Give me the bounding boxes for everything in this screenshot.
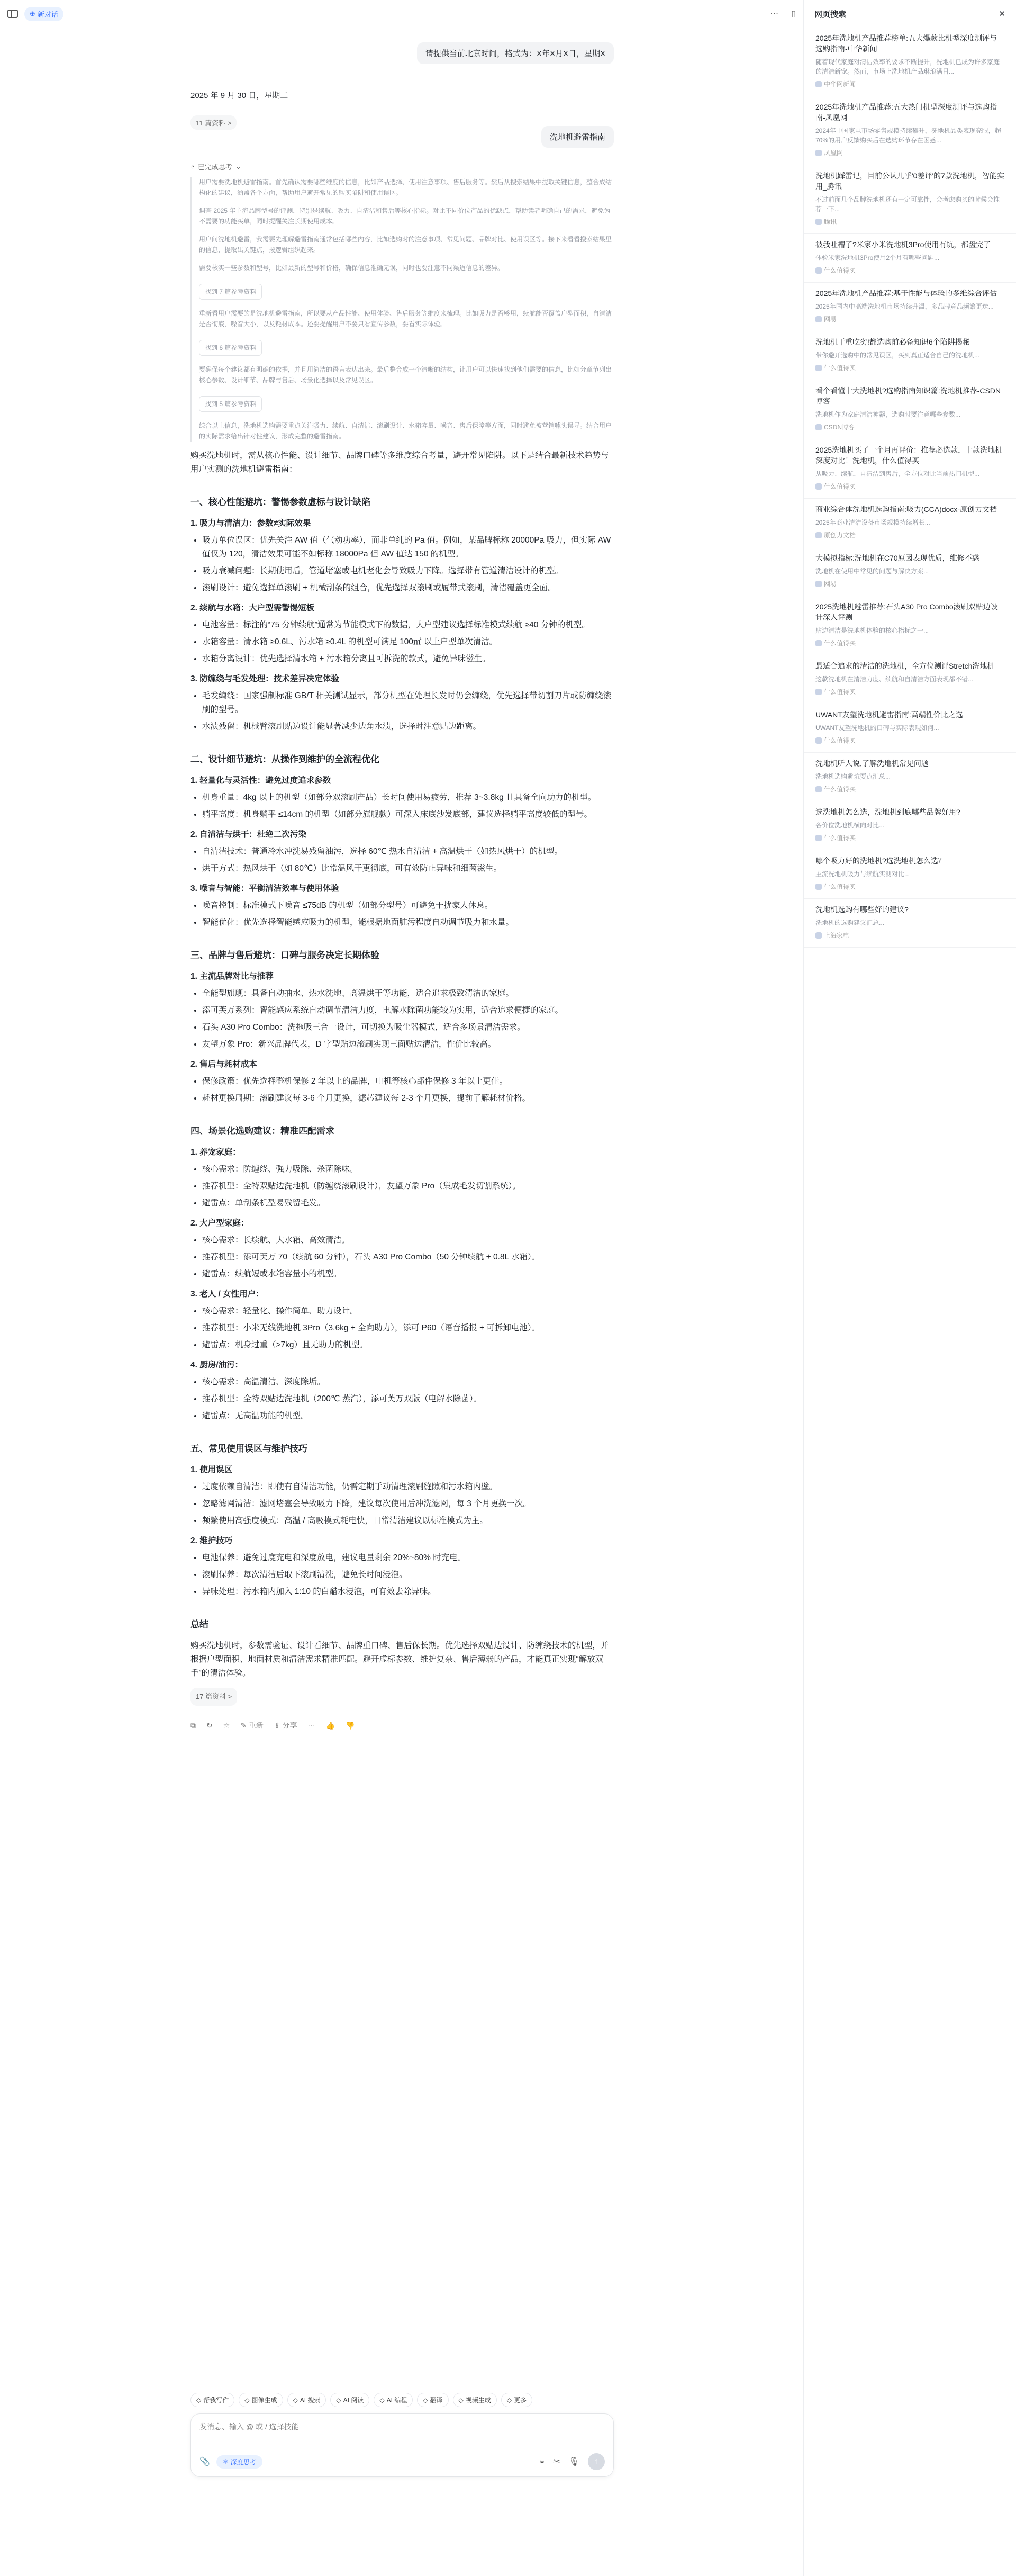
result-source <box>815 363 1004 372</box>
bullet-item: • 推荐机型：添可芙万 70（续航 60 分钟），石头 A30 Pro Combo（50 分钟续航 + 0.8L 水箱）。 <box>202 1250 614 1264</box>
subsection-heading: 2. 维护技巧 <box>190 1536 233 1545</box>
bullet-item: • 推荐机型：全特双贴边洗地机（防缠绕滚刷设计），友望万象 Pro（集成毛发切割系统）。 <box>202 1179 614 1193</box>
result-source <box>815 217 1004 226</box>
result-title[interactable]: 大模拟指标:洗地机在C70原因表现优质，维修不惑 <box>815 554 979 562</box>
answer-sections <box>190 496 614 1599</box>
bullet-item: • 全能型旗舰：具备自动抽水、热水洗地、高温烘干等功能，适合追求极致清洁的家庭。 <box>202 987 614 1001</box>
skill-label: 图像生成 <box>251 2397 277 2404</box>
thinking-toggle[interactable] <box>190 161 614 172</box>
thumbs-down-icon[interactable]: 👎 <box>345 1721 355 1730</box>
source-name: 上海家电 <box>824 932 850 939</box>
input-left-controls <box>199 2455 262 2469</box>
site-favicon-icon <box>815 365 822 371</box>
result-source <box>815 931 1004 940</box>
search-result-item[interactable] <box>804 283 1016 331</box>
send-button[interactable] <box>588 2453 605 2470</box>
bullet-item: • 烘干方式：热风烘干（如 80℃）比常温风干更彻底，可有效防止异味和细菌滋生。 <box>202 862 614 876</box>
result-title[interactable]: 最适合追求的清洁的洗地机，全方位测评Stretch洗地机 <box>815 662 995 670</box>
source-name: 什么值得买 <box>824 267 856 274</box>
result-snippet: 洗地机的选购建议汇总... <box>815 919 885 926</box>
search-result-item[interactable] <box>804 439 1016 499</box>
result-snippet: 贴边清洁是洗地机体验的核心指标之一... <box>815 627 929 634</box>
site-favicon-icon <box>815 835 822 841</box>
search-result-item[interactable] <box>804 596 1016 655</box>
thinking-content <box>190 177 614 442</box>
bullet-item: • 躺平高度：机身躺平 ≤14cm 的机型（如部分旗舰款）可深入床底沙发底部，建议选择躺平高度较低的型号。 <box>202 808 614 822</box>
site-favicon-icon <box>815 884 822 890</box>
subsection-heading: 1. 主流品牌对比与推荐 <box>190 972 274 981</box>
bullet-list <box>202 1233 614 1281</box>
skill-button[interactable] <box>190 2393 234 2407</box>
result-snippet: 2024年中国家电市场零售规模持续攀升，洗地机品类表现亮眼，超70%的用户反馈购买后在选购环节存在困惑... <box>815 127 1001 144</box>
bullet-item: • 友望万象 Pro：新兴品牌代表，D 字型贴边滚刷实现三面贴边清洁，性价比较高。 <box>202 1038 614 1051</box>
result-source <box>815 833 1004 842</box>
site-favicon-icon <box>815 532 822 538</box>
bullet-item: • 保修政策：优先选择整机保修 2 年以上的品牌，电机等核心部件保修 3 年以上更佳。 <box>202 1075 614 1088</box>
subsection-heading: 2. 自清洁与烘干：杜绝二次污染 <box>190 830 306 839</box>
result-title[interactable]: 2025年洗地机产品推荐榜单:五大爆款比机型深度测评与选购指南-中华新闻 <box>815 34 997 53</box>
message-input[interactable] <box>199 2421 605 2443</box>
bullet-item: • 推荐机型：小米无线洗地机 3Pro（3.6kg + 全向助力），添可 P60（语音播报 + 可拆卸电池）。 <box>202 1321 614 1335</box>
result-snippet: 洗地机选购避坑要点汇总... <box>815 773 891 780</box>
search-results-list <box>804 28 1016 948</box>
bullet-item: • 添可芙万系列：智能感应系统自动调节清洁力度，电解水除菌功能较为实用，适合追求便捷的家庭。 <box>202 1004 614 1017</box>
result-title[interactable]: 选洗地机怎么选，洗地机到底哪些品牌好用? <box>815 808 960 816</box>
references-chip[interactable]: 11 篇资料 > <box>190 115 237 130</box>
result-snippet: 主流洗地机吸力与续航实测对比... <box>815 870 910 878</box>
bookmark-icon[interactable]: ☆ <box>223 1721 230 1730</box>
skill-toolbar <box>190 2393 614 2407</box>
result-snippet: 各价位洗地机横向对比... <box>815 822 885 829</box>
message-actions <box>190 1718 614 1732</box>
bullet-item: • 核心需求：长续航、大水箱、高效清洁。 <box>202 1233 614 1247</box>
chat-area <box>190 32 614 2308</box>
result-source <box>815 882 1004 891</box>
subsection-heading: 3. 防缠绕与毛发处理：技术差异决定体验 <box>190 674 339 683</box>
result-title[interactable]: 洗地机踩雷记，目前公认几乎'0差评'的7款洗地机，智能实用_腾讯 <box>815 172 1004 191</box>
assistant-answer <box>190 449 614 1732</box>
thinking-paragraph: 重新看用户需要的是洗地机避雷指南，所以要从产品性能、使用体验、售后服务等维度来梳理。比如吸力是否够用，续航能否覆盖户型面积，自清洁是否彻底，噪音大小，以及耗材成本。还要提醒用户不要只看宣传参数，要看实际体验。 <box>199 310 612 328</box>
site-favicon-icon <box>815 81 822 87</box>
result-title[interactable]: 2025年洗地机产品推荐:基于性能与体验的多维综合评估 <box>815 289 997 298</box>
source-name: 什么值得买 <box>824 364 856 372</box>
thumbs-up-icon[interactable]: 👍 <box>325 1721 335 1730</box>
bullet-item: • 避雷点：续航短或水箱容量小的机型。 <box>202 1267 614 1281</box>
web-search-panel <box>803 0 1016 2576</box>
result-snippet: 2025年商业清洁设备市场规模持续增长... <box>815 519 930 526</box>
search-result-item[interactable] <box>804 655 1016 704</box>
bullet-item: • 核心需求：防缠绕、强力吸除、杀菌除味。 <box>202 1163 614 1176</box>
close-icon[interactable]: ✕ <box>999 10 1005 19</box>
bullet-list <box>202 791 614 822</box>
subsection-heading: 2. 续航与水箱：大户型需警惕短板 <box>190 604 315 613</box>
site-favicon-icon <box>815 786 822 792</box>
result-source <box>815 314 1004 323</box>
search-result-item[interactable] <box>804 704 1016 753</box>
result-title[interactable]: 哪个吸力好的洗地机?选洗地机怎么选？ <box>815 857 946 865</box>
result-source <box>815 530 1004 539</box>
source-name: 什么值得买 <box>824 640 856 647</box>
summary-heading: 总结 <box>190 1619 208 1629</box>
search-result-item[interactable] <box>804 234 1016 283</box>
new-chat-button[interactable] <box>24 7 64 21</box>
skill-label: AI 编程 <box>386 2397 407 2404</box>
result-snippet: 随着现代家庭对清洁效率的要求不断提升，洗地机已成为许多家庭的清洁新宠。然而，市场上洗地机产品琳琅满目... <box>815 58 1000 75</box>
result-snippet: 带你避开选购中的常见误区，买到真正适合自己的洗地机... <box>815 352 980 359</box>
references-chip[interactable]: 17 篇资料 > <box>190 1688 237 1706</box>
thinking-icon: ◔ <box>190 163 195 170</box>
source-name: 网易 <box>824 316 837 323</box>
translate-icon: ◇ <box>423 2396 428 2404</box>
bullet-item: • 避雷点：机身过重（>7kg）且无助力的机型。 <box>202 1338 614 1352</box>
bullet-item: • 自清洁技术：普通冷水冲洗易残留油污，选择 60℃ 热水自清洁 + 高温烘干（如热风烘干）的机型。 <box>202 845 614 859</box>
result-source <box>815 785 1004 794</box>
result-title[interactable]: 2025洗地机避雷推荐:石头A30 Pro Combo滚刷双贴边设计深入评测 <box>815 602 998 622</box>
split-view-icon[interactable]: ▯ <box>791 10 796 19</box>
thinking-label: 已完成思考 <box>197 163 232 171</box>
share-button[interactable]: ⇪ 分享 <box>274 1721 297 1730</box>
section-heading: 四、场景化选购建议：精准匹配需求 <box>190 1126 334 1136</box>
bullet-list <box>202 899 614 930</box>
chevron-down-icon: ⌄ <box>235 162 241 170</box>
microphone-icon[interactable]: 🎙 <box>568 2457 579 2466</box>
subsection-heading: 1. 养宠家庭： <box>190 1148 241 1157</box>
composer <box>190 2393 614 2552</box>
skill-label: AI 搜索 <box>300 2397 321 2404</box>
subsection-heading: 2. 售后与耗材成本 <box>190 1060 257 1069</box>
subsection-heading: 1. 轻量化与灵活性：避免过度追求参数 <box>190 776 331 785</box>
bullet-item: • 水渍残留：机械臂滚刷贴边设计能显著减少边角水渍，选择时注意贴边距离。 <box>202 720 614 734</box>
site-favicon-icon <box>815 150 822 156</box>
site-favicon-icon <box>815 689 822 695</box>
top-right-group <box>770 8 796 19</box>
plus-icon: ⊕ <box>30 10 35 17</box>
bullet-list <box>202 534 614 595</box>
bullet-item: • 电池保养：避免过度充电和深度放电，建议电量剩余 20%~80% 时充电。 <box>202 1551 614 1565</box>
bullet-list <box>202 1304 614 1352</box>
bullet-item: • 频繁使用高强度模式：高温 / 高吸模式耗电快，日常清洁建议以标准模式为主。 <box>202 1514 614 1528</box>
scissors-icon[interactable]: ✂ <box>553 2457 560 2466</box>
result-title[interactable]: 被我吐槽了?米家小米洗地机3Pro使用有坑，都盘完了 <box>815 240 991 249</box>
bullet-list <box>202 1480 614 1528</box>
user-message: 洗地机避雷指南 <box>541 126 614 148</box>
result-title[interactable]: 洗地机听人说,了解洗地机常见问题 <box>815 759 929 768</box>
share-label: 分享 <box>282 1721 297 1730</box>
result-source <box>815 422 1004 431</box>
result-source <box>815 736 1004 745</box>
result-title[interactable]: 洗地机干重吃劣!都选购前必备知识6个陷阱揭秘 <box>815 338 970 346</box>
panel-title: 网页搜索 <box>814 10 847 19</box>
section-heading: 一、核心性能避坑：警惕参数虚标与设计缺陷 <box>190 497 370 507</box>
sidebar-toggle-icon[interactable] <box>7 10 18 18</box>
thinking-paragraph: 需要核实一些参数和型号，比如最新的型号和价格，确保信息准确无误，同时也要注意不同渠道信息的差异。 <box>199 264 504 272</box>
refresh-icon[interactable]: ↻ <box>206 1721 213 1730</box>
bullet-list <box>202 987 614 1051</box>
site-favicon-icon <box>815 267 822 274</box>
bullet-item: • 过度依赖自清洁：即使有自清洁功能，仍需定期手动清理滚刷缝隙和污水箱内壁。 <box>202 1480 614 1494</box>
site-favicon-icon <box>815 424 822 430</box>
bullet-item: • 石头 A30 Pro Combo：洗拖吸三合一设计，可切换为吸尘器模式，适合多场景清洁需求。 <box>202 1021 614 1034</box>
skill-label: 翻译 <box>430 2397 443 2404</box>
result-title[interactable]: 商业综合体洗地机选购指南:吸力(CCA)docx-原创力文档 <box>815 505 997 514</box>
skill-button[interactable] <box>453 2393 497 2407</box>
bullet-item: • 避雷点：无高温功能的机型。 <box>202 1409 614 1423</box>
result-source <box>815 638 1004 647</box>
skill-label: 更多 <box>514 2397 527 2404</box>
result-source <box>815 482 1004 491</box>
deep-think-button[interactable] <box>216 2455 262 2469</box>
section-heading: 三、品牌与售后避坑：口碑与服务决定长期体验 <box>190 950 379 960</box>
skill-label: AI 阅读 <box>343 2397 364 2404</box>
source-name: 什么值得买 <box>824 786 856 793</box>
bullet-list <box>202 618 614 666</box>
site-favicon-icon <box>815 640 822 646</box>
search-result-item[interactable] <box>804 96 1016 165</box>
result-snippet: 从吸力、续航、自清洁到售后，全方位对比当前热门机型... <box>815 470 980 478</box>
search-result-chip[interactable]: 找到 6 篇参考资料 <box>199 340 262 356</box>
deep-think-label: 深度思考 <box>230 2458 256 2466</box>
source-name: 什么值得买 <box>824 834 856 842</box>
skill-label: 视频生成 <box>465 2397 491 2404</box>
top-left-group <box>7 7 64 21</box>
bullet-list <box>202 1551 614 1599</box>
source-name: 网易 <box>824 580 837 588</box>
search-result-chip[interactable]: 找到 7 篇参考资料 <box>199 284 262 300</box>
bullet-item: • 忽略滤网清洁：滤网堵塞会导致吸力下降，建议每次使用后冲洗滤网，每 3 个月更换一次。 <box>202 1497 614 1511</box>
skill-button[interactable] <box>287 2393 326 2407</box>
result-source <box>815 687 1004 696</box>
answer-intro: 购买洗地机时，需从核心性能、设计细节、品牌口碑等多维度综合考量，避开常见陷阱。以下是结合最新技术趋势与用户实测的洗地机避雷指南： <box>190 451 609 474</box>
more-icon[interactable]: ··· <box>307 1721 315 1730</box>
read-icon: ◇ <box>336 2396 341 2404</box>
result-source <box>815 579 1004 588</box>
input-box <box>190 2413 614 2477</box>
bullet-item: • 噪音控制：标准模式下噪音 ≤75dB 的机型（如部分型号）可避免干扰家人休息。 <box>202 899 614 913</box>
result-snippet: 体验米家洗地机3Pro使用2个月有哪些问题... <box>815 254 940 262</box>
bullet-list <box>202 1075 614 1105</box>
bullet-list <box>202 1375 614 1423</box>
source-name: 原创力文档 <box>824 532 856 539</box>
bullet-list <box>202 689 614 734</box>
result-title[interactable]: 2025年洗地机产品推荐:五大热门机型深度测评与选购指南-凤凰网 <box>815 103 997 122</box>
skill-button[interactable] <box>330 2393 369 2407</box>
result-title[interactable]: 看个看懂十大洗地机?选购指南知识篇:洗地机推荐-CSDN博客 <box>815 386 1001 406</box>
search-result-item[interactable] <box>804 899 1016 948</box>
result-source <box>815 266 1004 275</box>
source-name: CSDN博客 <box>824 424 855 431</box>
search-result-item[interactable] <box>804 547 1016 596</box>
result-snippet: 2025年国内中高端洗地机市场持续升温，多品牌竞品频繁更迭... <box>815 303 994 310</box>
bullet-list <box>202 845 614 876</box>
bullet-item: • 水箱分离设计：优先选择清水箱 + 污水箱分离且可拆洗的款式，避免异味滋生。 <box>202 652 614 666</box>
code-icon: ◇ <box>379 2396 385 2404</box>
source-name: 什么值得买 <box>824 737 856 744</box>
source-name: 什么值得买 <box>824 483 856 490</box>
attachment-icon[interactable]: 📎 <box>199 2457 210 2466</box>
skill-button[interactable] <box>501 2393 532 2407</box>
bullet-item: • 滚刷保养：每次清洁后取下滚刷清洗，避免长时间浸泡。 <box>202 1568 614 1582</box>
subsection-heading: 2. 大户型家庭： <box>190 1219 249 1228</box>
result-snippet: 洗地机作为家庭清洁神器，选购时要注意哪些参数... <box>815 411 961 418</box>
video-icon: ◇ <box>458 2396 464 2404</box>
bullet-item: • 吸力单位误区：优先关注 AW 值（气动功率），而非单纯的 Pa 值。例如，某品牌标称 20000Pa 吸力，但实际 AW 值仅为 120，清洁效果可能不如标称 18000Pa 但 AW 值达 150 的机型。 <box>202 534 614 561</box>
bullet-item: • 智能优化：优先选择智能感应吸力的机型，能根据地面脏污程度自动调节吸力和水量。 <box>202 916 614 930</box>
source-name: 什么值得买 <box>824 883 856 890</box>
bullet-item: • 核心需求：轻量化、操作简单、助力设计。 <box>202 1304 614 1318</box>
new-chat-label: 新对话 <box>37 10 58 19</box>
search-result-item[interactable] <box>804 165 1016 234</box>
image-icon: ◇ <box>244 2396 250 2404</box>
skill-button[interactable] <box>374 2393 413 2407</box>
source-name: 什么值得买 <box>824 688 856 696</box>
thinking-paragraph: 用户问洗地机避雷，我需要先理解避雷指南通常包括哪些内容，比如选购时的注意事项、常见问题、品牌对比、使用误区等。接下来看看搜索结果里的信息，提取出关键点，按逻辑组织起来。 <box>199 236 612 254</box>
search-icon: ◇ <box>293 2396 298 2404</box>
panel-header <box>804 0 1016 28</box>
result-title[interactable]: 2025洗地机买了一个月再评价：推荐必选款，十款洗地机深度对比！洗地机，什么值得买 <box>815 446 1003 465</box>
subsection-heading: 3. 老人 / 女性用户： <box>190 1290 264 1299</box>
subsection-heading: 1. 吸力与清洁力：参数≠实际效果 <box>190 519 311 528</box>
thinking-paragraph: 用户需要洗地机避雷指南。首先确认需要哪些维度的信息，比如产品选择、使用注意事项、售后服务等。然后从搜索结果中提取关键信息，整合成结构化的建议，涵盖各个方面，帮助用户避开常见的购买陷阱和使用误区。 <box>199 178 612 196</box>
thinking-paragraph: 综合以上信息，洗地机选购需要重点关注吸力、续航、自清洁、滚刷设计、水箱容量、噪音、售后保障等方面，同时避免被营销噱头误导。结合用户的实际需求给出针对性建议，形成完整的避雷指南。 <box>199 422 612 440</box>
result-snippet: 这款洗地机在清洁力度、续航和自清洁方面表现都不错... <box>815 675 974 683</box>
summary-text: 购买洗地机时，参数需验证、设计看细节、品牌重口碑、售后保长期。优先选择双贴边设计、防缠绕技术的机型，并根据户型面积、地面材质和清洁需求精准匹配。避开虚标参数、维护复杂、售后薄弱的产品，才能真正实现“解放双手”的清洁体验。 <box>190 1641 609 1678</box>
result-snippet: UWANT友望洗地机的口碑与实际表现如何... <box>815 724 939 732</box>
search-result-item[interactable] <box>804 801 1016 850</box>
bullet-item: • 水箱容量：清水箱 ≥0.6L、污水箱 ≥0.4L 的机型可满足 100㎡ 以上户型单次清洁。 <box>202 635 614 649</box>
site-favicon-icon <box>815 932 822 939</box>
section-heading: 二、设计细节避坑：从操作到维护的全流程优化 <box>190 754 379 764</box>
bullet-item: • 电池容量：标注的“75 分钟续航”通常为节能模式下的数据，大户型建议选择标准模式续航 ≥40 分钟的机型。 <box>202 618 614 632</box>
result-title[interactable]: 洗地机选购有哪些好的建议? <box>815 905 909 914</box>
result-title[interactable]: UWANT友望洗地机避雷指南:高端性价比之选 <box>815 710 963 719</box>
result-snippet: 不过前面几个品牌洗地机还有一定可靠性，会考虑购买的时候会推荐一下... <box>815 196 1000 213</box>
more-icon[interactable]: ··· <box>770 9 779 18</box>
pen-icon: ◇ <box>196 2396 202 2404</box>
thinking-paragraph: 要确保每个建议都有明确的依据，并且用简洁的语言表达出来。最后整合成一个清晰的结构，让用户可以快速找到他们需要的信息，比如分章节列出核心参数、设计细节、品牌与售后、场景化选择以及常见误区。 <box>199 366 612 384</box>
search-result-item[interactable] <box>804 28 1016 96</box>
subsection-heading: 4. 厨房/油污： <box>190 1361 243 1370</box>
bullet-item: • 避雷点：单刮条机型易残留毛发。 <box>202 1196 614 1210</box>
assistant-answer-date: 2025 年 9 月 30 日，星期二 <box>190 91 288 100</box>
site-favicon-icon <box>815 581 822 587</box>
search-result-chip[interactable]: 找到 5 篇参考资料 <box>199 396 262 412</box>
search-result-item[interactable] <box>804 850 1016 899</box>
regenerate-button[interactable]: ✎ 重新 <box>240 1721 264 1730</box>
section-heading: 五、常见使用误区与维护技巧 <box>190 1444 307 1454</box>
site-favicon-icon <box>815 737 822 744</box>
more-icon: ◇ <box>506 2396 512 2404</box>
mask-icon[interactable]: ◒ <box>539 2457 545 2466</box>
top-bar <box>0 0 803 28</box>
subsection-heading: 3. 噪音与智能：平衡清洁效率与使用体验 <box>190 884 339 893</box>
site-favicon-icon <box>815 219 822 225</box>
bullet-item: • 异味处理：污水箱内加入 1:10 的白醋水浸泡，可有效去除异味。 <box>202 1585 614 1599</box>
arrow-up-icon: ↑ <box>594 2457 598 2466</box>
bullet-item: • 滚刷设计：避免选择单滚刷 + 机械刮条的组合，优先选择双滚刷或履带式滚刷，清洁覆盖更全面。 <box>202 581 614 595</box>
bullet-item: • 毛发缠绕：国家强制标准 GB/T 相关测试显示，部分机型在处理长发时仍会缠绕，优先选择带切割刀片或防缠绕滚刷的型号。 <box>202 689 614 717</box>
copy-icon[interactable]: ⧉ <box>190 1721 196 1730</box>
atom-icon: ⚛ <box>222 2458 229 2465</box>
site-favicon-icon <box>815 483 822 490</box>
input-right-controls <box>540 2453 605 2470</box>
search-result-item[interactable] <box>804 499 1016 547</box>
source-name: 凤凰网 <box>824 149 843 157</box>
site-favicon-icon <box>815 316 822 322</box>
bullet-item: • 耗材更换周期：滚刷建议每 3-6 个月更换，滤芯建议每 2-3 个月更换，提前了解耗材价格。 <box>202 1092 614 1105</box>
search-result-item[interactable] <box>804 331 1016 380</box>
thinking-paragraph: 调查 2025 年主流品牌型号的评测，特别是续航、吸力、自清洁和售后等核心指标。对比不同价位产品的优缺点，帮助读者明确自己的需求，避免为不需要的功能买单，同时提醒关注长期使用成本。 <box>199 207 611 225</box>
result-snippet: 洗地机在使用中常见的问题与解决方案... <box>815 568 929 575</box>
skill-button[interactable] <box>239 2393 283 2407</box>
source-name: 中华网新闻 <box>824 80 856 88</box>
bullet-item: • 吸力衰减问题：长期使用后，管道堵塞或电机老化会导致吸力下降。选择带有管道清洁设计的机型。 <box>202 564 614 578</box>
bullet-item: • 核心需求：高温清洁、深度除垢。 <box>202 1375 614 1389</box>
user-message: 请提供当前北京时间，格式为：X年X月X日，星期X <box>417 42 614 64</box>
search-result-item[interactable] <box>804 380 1016 439</box>
skill-label: 帮我写作 <box>203 2397 229 2404</box>
search-result-item[interactable] <box>804 753 1016 801</box>
bullet-item: • 机身重量：4kg 以上的机型（如部分双滚刷产品）长时间使用易疲劳，推荐 3~3.8kg 且具备全向助力的机型。 <box>202 791 614 805</box>
source-name: 腾讯 <box>824 218 837 226</box>
subsection-heading: 1. 使用误区 <box>190 1465 233 1474</box>
bullet-item: • 推荐机型：全特双贴边洗地机（200℃ 蒸汽），添可芙万双版（电解水除菌）。 <box>202 1392 614 1406</box>
result-source <box>815 148 1004 157</box>
input-controls <box>199 2453 605 2470</box>
skill-button[interactable] <box>417 2393 448 2407</box>
result-source <box>815 79 1004 88</box>
regenerate-label: 重新 <box>248 1721 264 1730</box>
bullet-list <box>202 1163 614 1210</box>
